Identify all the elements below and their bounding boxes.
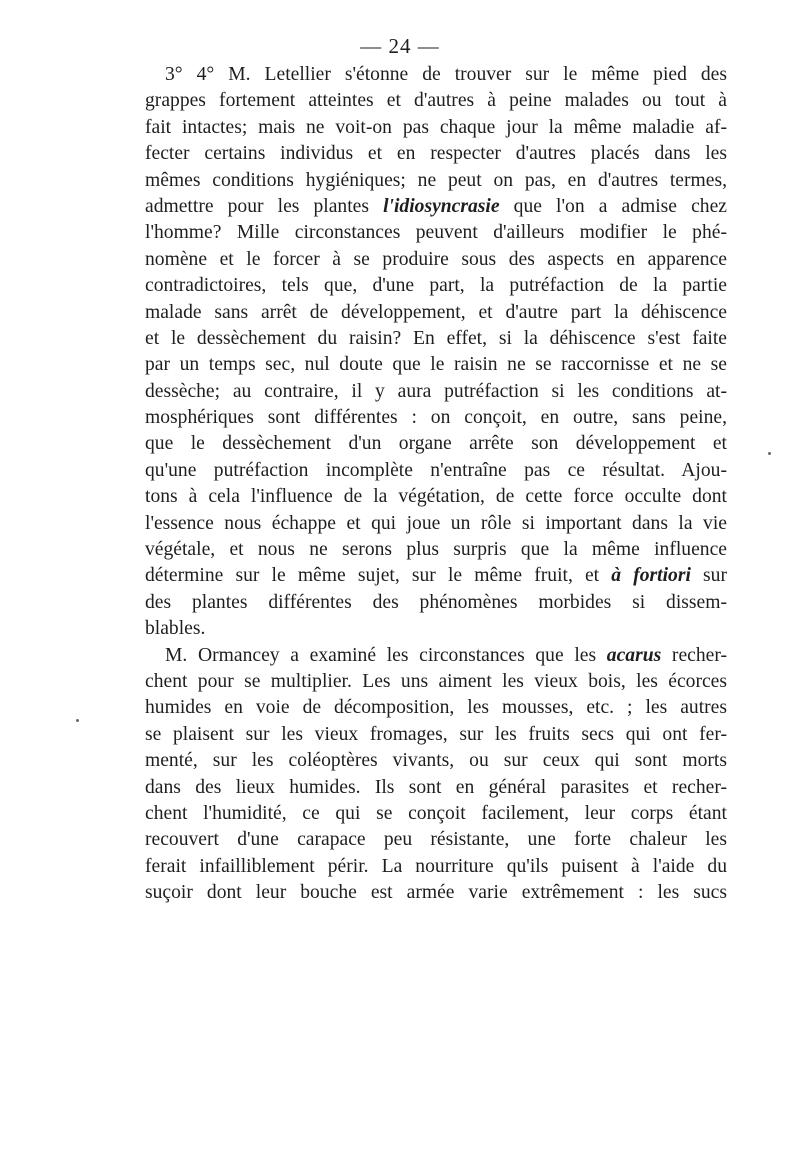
text-run: sur bbox=[690, 565, 727, 587]
text-line: des plantes différentes des phénomènes morbides si dissem- bbox=[145, 591, 727, 613]
text-line: se plaisent sur les vieux fromages, sur les fruits secs qui ont fer- bbox=[145, 723, 727, 745]
text-line: ferait infailliblement périr. La nourriture qu'ils puisent à l'aide du bbox=[145, 855, 727, 877]
text-line: grappes fortement atteintes et d'autres à peine malades ou tout à bbox=[145, 90, 727, 112]
text-line: recouvert d'une carapace peu résistante, une forte chaleur les bbox=[145, 829, 727, 851]
text-line: menté, sur les coléoptères vivants, ou sur ceux qui sont morts bbox=[145, 750, 727, 772]
italic-term: à fortiori bbox=[611, 565, 691, 587]
text-run: admettre pour les plantes bbox=[145, 195, 384, 217]
text-run: détermine sur le même sujet, sur le même fruit, et bbox=[145, 565, 612, 587]
text-line bbox=[145, 643, 727, 669]
text-line bbox=[145, 563, 727, 589]
text-line: végétale, et nous ne serons plus surpris que la même influence bbox=[145, 539, 727, 561]
text-line: chent l'humidité, ce qui se conçoit facilement, leur corps étant bbox=[145, 802, 727, 824]
text-line bbox=[145, 194, 727, 220]
text-line: dessèche; au contraire, il y aura putréfaction si les conditions at- bbox=[145, 380, 727, 402]
text-line: qu'une putréfaction incomplète n'entraîne pas ce résultat. Ajou- bbox=[145, 459, 727, 481]
italic-term: l'idiosyncrasie bbox=[383, 195, 500, 217]
text-line: l'essence nous échappe et qui joue un rôle si important dans la vie bbox=[145, 512, 727, 534]
text-line: blables. bbox=[145, 618, 206, 640]
text-line: fait intactes; mais ne voit-on pas chaque jour la même maladie af- bbox=[145, 116, 727, 138]
text-line: humides en voie de décomposition, les mousses, etc. ; les autres bbox=[145, 697, 727, 719]
italic-term: acarus bbox=[606, 644, 662, 666]
text-line: dans des lieux humides. Ils sont en général parasites et recher- bbox=[145, 776, 727, 798]
text-line: l'homme? Mille circonstances peuvent d'ailleurs modifier le phé- bbox=[145, 222, 727, 244]
text-line: et le dessèchement du raisin? En effet, si la déhiscence s'est faite bbox=[145, 327, 727, 349]
text-line: 3° 4° M. Letellier s'étonne de trouver sur le même pied des bbox=[165, 64, 727, 85]
text-line: chent pour se multiplier. Les uns aiment les vieux bois, les écorces bbox=[145, 670, 727, 692]
text-line: malade sans arrêt de développement, et d'autre part la déhiscence bbox=[145, 301, 727, 323]
text-run: que l'on a admise chez bbox=[499, 195, 727, 217]
text-line: mêmes conditions hygiéniques; ne peut on pas, en d'autres termes, bbox=[145, 169, 727, 191]
text-line: mosphériques sont différentes : on conçoit, en outre, sans peine, bbox=[145, 407, 727, 429]
body-text bbox=[145, 62, 727, 907]
text-line: par un temps sec, nul doute que le raisin ne se raccornisse et ne se bbox=[145, 354, 727, 376]
text-line: suçoir dont leur bouche est armée varie extrêmement : les sucs bbox=[145, 882, 727, 904]
page-number: — 24 — bbox=[360, 34, 440, 58]
text-line: contradictoires, tels que, d'une part, la putréfaction de la partie bbox=[145, 275, 727, 297]
text-run: recher- bbox=[661, 644, 728, 666]
margin-speck bbox=[76, 719, 79, 722]
text-line: que le dessèchement d'un organe arrête son développement et bbox=[145, 433, 727, 455]
margin-speck bbox=[768, 452, 771, 455]
text-line: fecter certains individus et en respecter d'autres placés dans les bbox=[145, 143, 727, 165]
text-line: tons à cela l'influence de la végétation, de cette force occulte dont bbox=[145, 486, 727, 508]
paragraph bbox=[145, 643, 727, 907]
text-line: nomène et le forcer à se produire sous des aspects en apparence bbox=[145, 248, 727, 270]
text-run: M. Ormancey a examiné les circonstances que les bbox=[165, 644, 607, 666]
paragraph bbox=[145, 62, 727, 643]
